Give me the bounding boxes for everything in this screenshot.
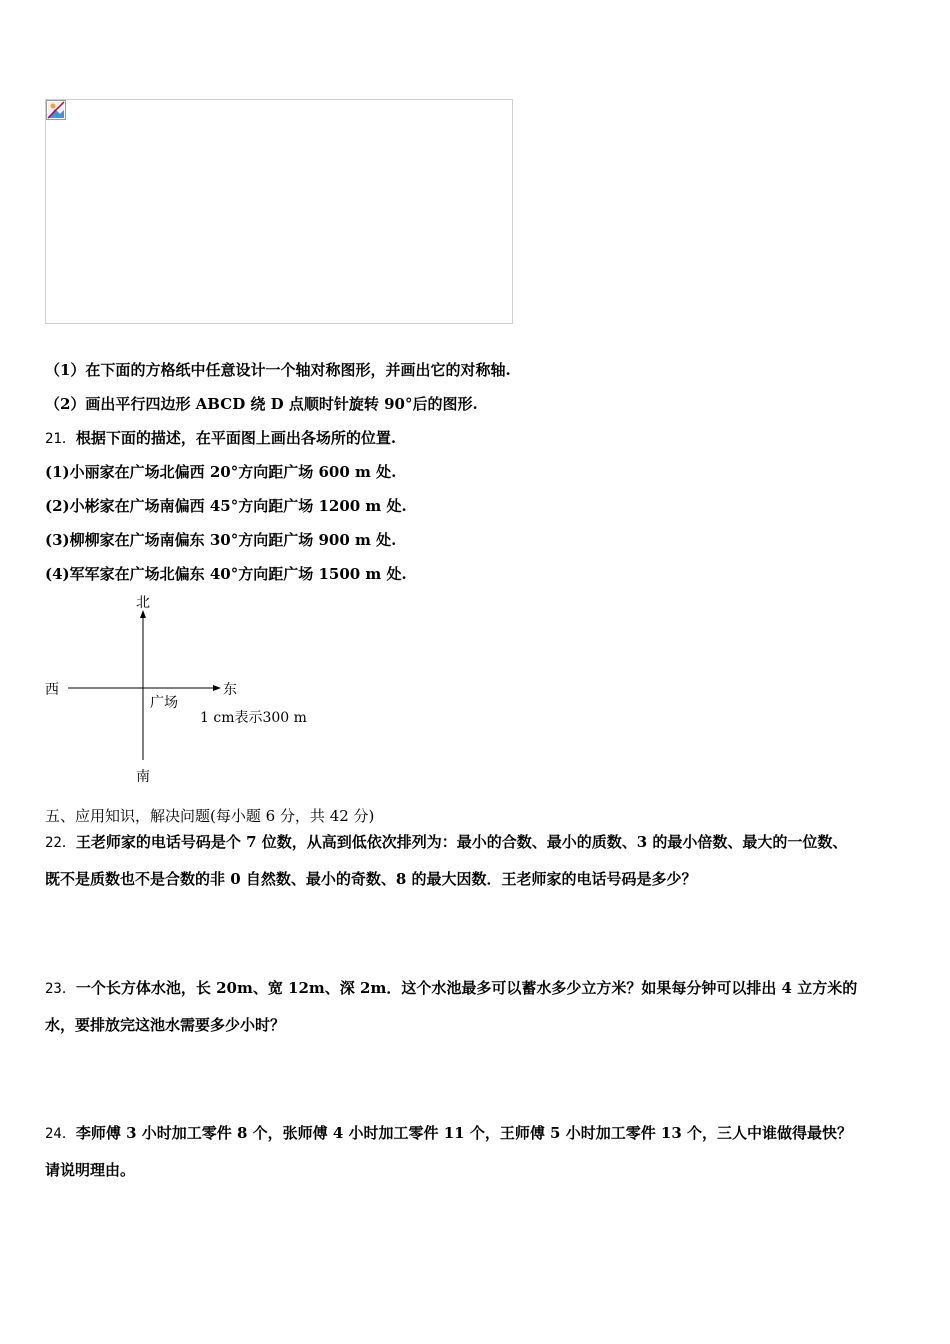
west-label: 西 [45,682,59,698]
q23-text-1: 一个长方体水池，长 20m、宽 12m、深 2m．这个水池最多可以蓄水多少立方米？如果每分钟可以排出 4 立方米的 [75,979,858,997]
q22-line1 [45,832,847,853]
east-arrow-head [213,685,221,691]
q23-number: 23． [45,981,76,997]
south-label: 南 [136,769,150,785]
q24-line2: 请说明理由。 [45,1161,136,1179]
q24-number: 24． [45,1126,76,1142]
image-placeholder [45,99,513,324]
q21-item-1: (1)小丽家在广场北偏西 20°方向距广场 600 m 处. [45,463,397,481]
broken-image-icon [46,100,66,120]
q21-item-2: (2)小彬家在广场南偏西 45°方向距广场 1200 m 处. [45,497,407,515]
section-5-title: 五、应用知识，解决问题(每小题 6 分，共 42 分) [45,807,375,825]
q23-line1 [45,978,857,999]
compass-diagram [40,590,340,790]
scale-label: 1 cm表示300 m [200,710,307,726]
q22-text-1: 王老师家的电话号码是个 7 位数，从高到低依次排列为：最小的合数、最小的质数、3 的最小倍数、最大的一位数、 [75,833,848,851]
q24-text-1: 李师傅 3 小时加工零件 8 个，张师傅 4 小时加工零件 11 个，王师傅 5 小时加工零件 13 个，三人中谁做得最快？ [75,1124,853,1142]
q23-line2: 水，要排放完这池水需要多少小时？ [45,1016,286,1034]
north-arrow-head [140,610,146,618]
q21-text: 根据下面的描述，在平面图上画出各场所的位置. [75,429,397,447]
q24-line1 [45,1123,852,1144]
q20-part1: （1）在下面的方格纸中任意设计一个轴对称图形，并画出它的对称轴. [45,361,511,379]
q21-item-4: (4)军军家在广场北偏东 40°方向距广场 1500 m 处. [45,565,407,583]
q22-line2: 既不是质数也不是合数的非 0 自然数、最小的奇数、8 的最大因数．王老师家的电话号码是多少？ [45,870,697,888]
q21-item-3: (3)柳柳家在广场南偏东 30°方向距广场 900 m 处. [45,531,397,549]
q20-part2: （2）画出平行四边形 ABCD 绕 D 点顺时针旋转 90°后的图形. [45,395,478,413]
q22-number: 22． [45,835,76,851]
north-label: 北 [136,595,150,611]
plaza-label: 广场 [150,695,178,711]
q21-heading [45,428,396,449]
q21-number: 21． [45,431,76,447]
east-label: 东 [223,682,237,698]
